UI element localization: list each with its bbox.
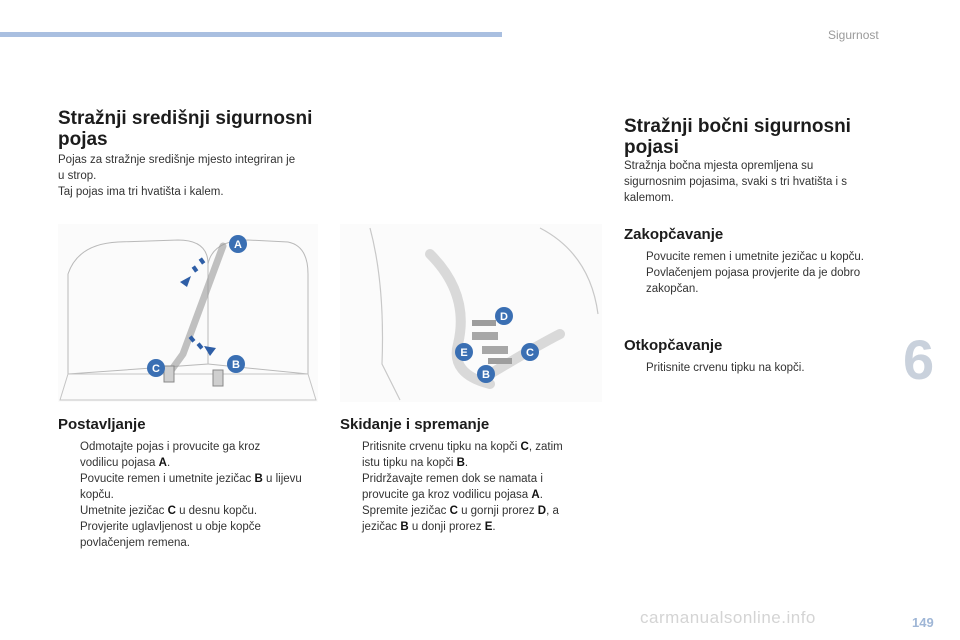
install-step-4 [58, 519, 323, 551]
install-step-4-text-b: povlačenjem remena. [80, 537, 190, 549]
remove-step-3-ref2: D [537, 505, 547, 517]
remove-heading: Skidanje i spremanje [340, 416, 490, 433]
remove-step-3-j: . [492, 521, 496, 533]
install-heading: Postavljanje [58, 416, 146, 433]
install-step-1-text-a: Odmotajte pojas i provucite ga kroz [80, 441, 261, 453]
remove-step-1-a: Pritisnite crvenu tipku na kopči [362, 441, 521, 453]
remove-step-3-ref4: E [484, 521, 493, 533]
callout-a-label: A [234, 239, 242, 251]
install-step-3 [58, 503, 323, 519]
remove-step-3 [340, 503, 605, 535]
install-step-2-text-c: kopču. [80, 489, 114, 501]
slot-d [472, 320, 496, 326]
latch-lower [482, 346, 508, 354]
callout-c-mid-label: C [526, 347, 534, 359]
callout-b-label: B [232, 359, 240, 371]
remove-step-1-ref2: B [456, 457, 465, 469]
install-step-3-text-a: Umetnite jezičac [80, 505, 168, 517]
remove-step-1-c: , zatim [528, 441, 563, 453]
right-title-line2: pojasi [624, 137, 679, 158]
install-step-2-text-b: u lijevu [262, 473, 302, 485]
remove-step-2-ref: A [531, 489, 540, 501]
fasten-step-2 [624, 265, 894, 297]
right-intro [624, 158, 847, 206]
remove-step-1-f: . [464, 457, 469, 469]
slot-e [488, 358, 512, 364]
fasten-steps [624, 249, 894, 297]
install-step-2-text-a: Povucite remen i umetnite jezičac [80, 473, 255, 485]
callout-b-mid-label: B [482, 369, 490, 381]
section-label: Sigurnost [828, 28, 879, 42]
left-intro-line2: u strop. [58, 170, 97, 182]
unfasten-steps [624, 360, 894, 376]
buckle-b-shape [213, 370, 223, 386]
watermark: carmanualsonline.info [640, 608, 816, 627]
install-step-1 [58, 439, 323, 471]
buckle-c-shape [164, 366, 174, 382]
callout-c-label: C [152, 363, 160, 375]
top-accent-bar [0, 32, 502, 37]
remove-step-3-a: Spremite jezičac [362, 505, 450, 517]
install-step-1-text-b: vodilicu pojasa [80, 457, 159, 469]
install-step-3-ref: C [167, 505, 176, 517]
install-step-2-ref: B [254, 473, 263, 485]
remove-step-2-b: provucite ga kroz vodilicu pojasa [362, 489, 532, 501]
install-steps [58, 439, 323, 551]
unfasten-step-1 [624, 360, 894, 376]
remove-steps [340, 439, 605, 535]
right-title-line1: Stražnji bočni sigurnosni [624, 116, 851, 137]
left-title-line1: Stražnji središnji sigurnosni [58, 108, 313, 129]
remove-step-3-c: u gornji prorez [457, 505, 538, 517]
center-belt-illustration [58, 224, 318, 402]
unfasten-step-1-text: Pritisnite crvenu tipku na kopči. [646, 362, 805, 374]
right-intro-line2: sigurnosnim pojasima, svaki s tri hvatišta i s [624, 176, 848, 188]
remove-step-1 [340, 439, 605, 471]
right-intro-line1: Stražnja bočna mjesta opremljena su [624, 160, 814, 172]
page-number: 149 [912, 615, 934, 630]
remove-step-3-ref1: C [449, 505, 458, 517]
fasten-step-2-text-a: Povlačenjem pojasa provjerite da je dobro [646, 267, 861, 279]
left-title [58, 108, 312, 150]
remove-step-1-ref1: C [520, 441, 529, 453]
fasten-step-2-text-b: zakopčan. [646, 283, 699, 295]
fasten-step-1 [624, 249, 894, 265]
remove-step-2-a: Pridržavajte remen dok se namata i [362, 473, 543, 485]
fasten-step-1-text: Povucite remen i umetnite jezičac u kopču. [646, 251, 864, 263]
callout-d-label: D [500, 311, 508, 323]
right-title [624, 116, 851, 158]
install-step-2 [58, 471, 323, 503]
illus-bg [58, 224, 318, 402]
install-step-3-text-b: u desnu kopču. [175, 505, 258, 517]
remove-step-3-f: jezičac [362, 521, 401, 533]
storage-illustration [340, 224, 602, 402]
install-step-1-ref: A [158, 457, 167, 469]
fasten-heading: Zakopčavanje [624, 226, 724, 243]
install-step-4-text-a: Provjerite uglavljenost u obje kopče [80, 521, 261, 533]
remove-step-2-d: . [539, 489, 543, 501]
remove-step-3-e: , a [546, 505, 559, 517]
remove-step-3-h: u donji prorez [408, 521, 485, 533]
install-step-1-end: . [166, 457, 171, 469]
chapter-number: 6 [903, 328, 935, 391]
remove-step-3-ref3: B [400, 521, 409, 533]
left-title-line2: pojas [58, 129, 108, 150]
callout-e-label: E [460, 347, 468, 359]
latch-upper [472, 332, 498, 340]
left-intro-line1: Pojas za stražnje središnje mjesto integriran je [58, 154, 296, 166]
unfasten-heading: Otkopčavanje [624, 337, 723, 354]
left-intro [58, 152, 295, 200]
right-intro-line3: kalemom. [624, 192, 674, 204]
remove-step-1-d: istu tipku na kopči [362, 457, 457, 469]
remove-step-2 [340, 471, 605, 503]
left-intro-line3: Taj pojas ima tri hvatišta i kalem. [58, 186, 224, 198]
